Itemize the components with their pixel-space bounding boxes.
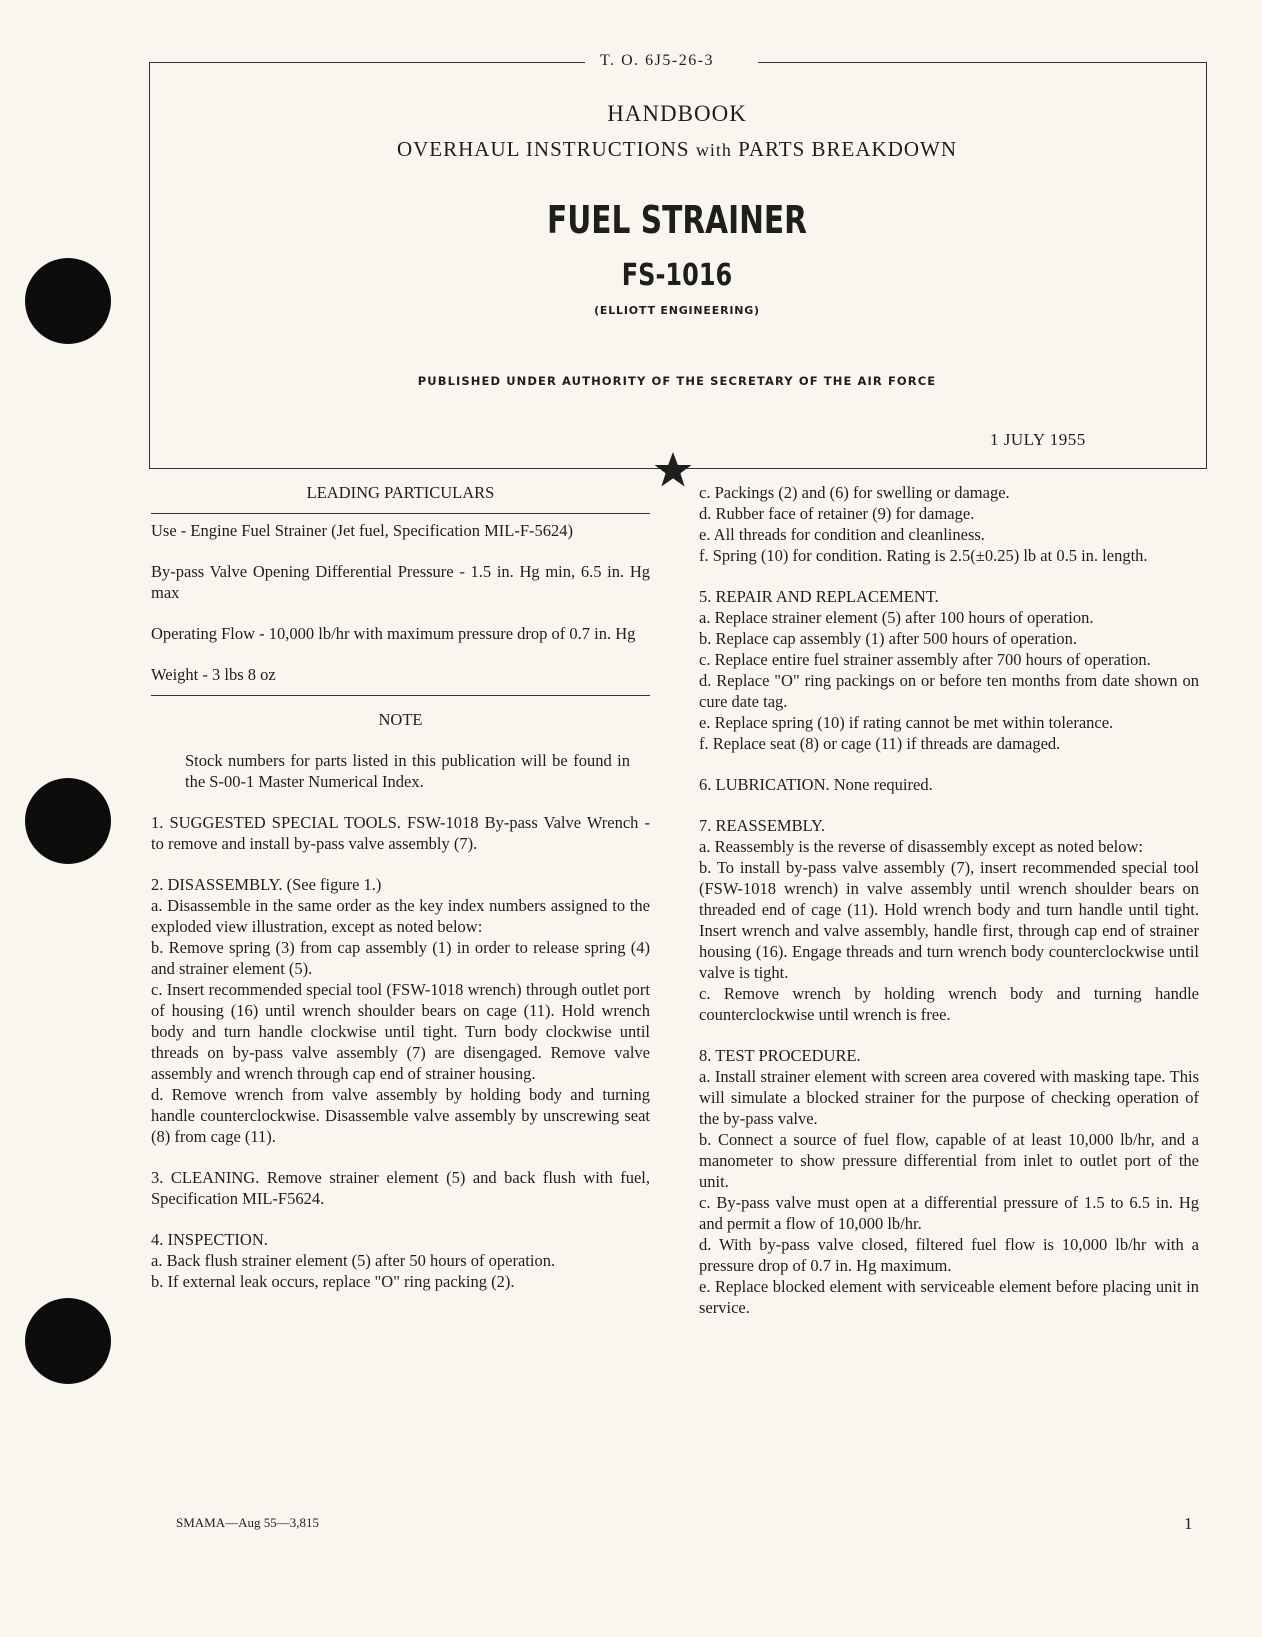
section-5-heading: 5. REPAIR AND REPLACEMENT. <box>699 587 939 606</box>
section-5-item-d: d. Replace "O" ring packings on or before ten months from date shown on cure date tag. <box>699 671 1199 711</box>
title-box-top-right-rule <box>758 62 1206 63</box>
section-4-item-e: e. All threads for condition and cleanliness. <box>699 525 985 544</box>
particular-weight: Weight - 3 lbs 8 oz <box>151 665 276 684</box>
divider <box>151 695 650 696</box>
section-5-item-b: b. Replace cap assembly (1) after 500 hours of operation. <box>699 629 1077 648</box>
document-subtitle: OVERHAUL INSTRUCTIONS with PARTS BREAKDOWN <box>396 137 958 161</box>
section-5-item-a: a. Replace strainer element (5) after 100 hours of operation. <box>699 608 1094 627</box>
binder-hole-middle <box>25 778 111 864</box>
section-8-item-c: c. By-pass valve must open at a differential pressure of 1.5 to 6.5 in. Hg and permit a flow of 10,000 lb/hr. <box>699 1193 1199 1233</box>
particular-operating-flow: Operating Flow - 10,000 lb/hr with maximum pressure drop of 0.7 in. Hg <box>151 624 636 643</box>
section-1-special-tools: 1. SUGGESTED SPECIAL TOOLS. FSW-1018 By-pass Valve Wrench - to remove and install by-pass valve assembly (7). <box>151 813 651 853</box>
particular-bypass-pressure: By-pass Valve Opening Differential Pressure - 1.5 in. Hg min, 6.5 in. Hg max <box>151 562 650 602</box>
product-title: FUEL STRAINER <box>546 198 808 242</box>
section-8-item-a: a. Install strainer element with screen area covered with masking tape. This will simulate a blocked strainer for the purpose of checking operation of the by-pass valve. <box>699 1067 1199 1128</box>
section-4-item-f: f. Spring (10) for condition. Rating is 2.5(±0.25) lb at 0.5 in. length. <box>699 546 1148 565</box>
binder-hole-bottom <box>25 1298 111 1384</box>
section-7-item-b: b. To install by-pass valve assembly (7), insert recommended special tool (FSW-1018 wrench) in valve assembly until wrench shoulder bears on threaded end of cage (11). Hold wrench body and turn handle until tight. Insert wrench and valve assembly, handle first, through cap end of strainer housing (16). Engage threads and turn wrench body counterclockwise until valve is tight. <box>699 858 1199 982</box>
section-4-item-b: b. If external leak occurs, replace "O" ring packing (2). <box>151 1272 515 1291</box>
right-column <box>699 482 1199 1318</box>
binder-hole-top <box>25 258 111 344</box>
particular-use: Use - Engine Fuel Strainer (Jet fuel, Specification MIL-F-5624) <box>151 521 574 540</box>
section-4-item-d: d. Rubber face of retainer (9) for damage. <box>699 504 975 523</box>
technical-order-number: T. O. 6J5-26-3 <box>600 52 715 69</box>
print-code: SMAMA—Aug 55—3,815 <box>176 1515 320 1530</box>
section-2-heading: 2. DISASSEMBLY. (See figure 1.) <box>151 875 382 894</box>
star-icon <box>653 450 693 490</box>
section-8-item-b: b. Connect a source of fuel flow, capable of at least 10,000 lb/hr, and a manometer to show pressure differential from inlet to outlet port of the unit. <box>699 1130 1199 1191</box>
section-6-lubrication: 6. LUBRICATION. None required. <box>699 775 933 794</box>
section-2-item-a: a. Disassemble in the same order as the key index numbers assigned to the exploded view illustration, except as noted below: <box>151 896 650 936</box>
section-8-item-d: d. With by-pass valve closed, filtered fuel flow is 10,000 lb/hr with a pressure drop of 0.7 in. Hg maximum. <box>699 1235 1199 1275</box>
section-7-item-c: c. Remove wrench by holding wrench body and turning handle counterclockwise until wrench is free. <box>699 984 1199 1024</box>
publication-date: 1 JULY 1955 <box>990 430 1086 449</box>
section-4-item-a: a. Back flush strainer element (5) after 50 hours of operation. <box>151 1251 556 1270</box>
model-number: FS-1016 <box>621 258 733 293</box>
section-2-item-c: c. Insert recommended special tool (FSW-1018 wrench) through outlet port of housing (16) until wrench shoulder bears on cage (11). Hold wrench body and turn handle clockwise until tight. Turn body clockwise until threads on by-pass valve assembly (7) are disengaged. Remove valve assembly and wrench through cap end of strainer housing. <box>151 980 650 1083</box>
note-title: NOTE <box>378 710 423 729</box>
section-5-item-e: e. Replace spring (10) if rating cannot be met within tolerance. <box>699 713 1114 732</box>
leading-particulars-title: LEADING PARTICULARS <box>306 483 495 502</box>
title-box-top-left-rule <box>149 62 585 63</box>
section-5-item-f: f. Replace seat (8) or cage (11) if threads are damaged. <box>699 734 1061 753</box>
section-8-heading: 8. TEST PROCEDURE. <box>699 1046 861 1065</box>
section-3-cleaning: 3. CLEANING. Remove strainer element (5) and back flush with fuel, Specification MIL-F5624. <box>151 1168 650 1208</box>
section-7-item-a: a. Reassembly is the reverse of disassembly except as noted below: <box>699 837 1144 856</box>
page-number: 1 <box>1184 1514 1193 1533</box>
section-5-item-c: c. Replace entire fuel strainer assembly after 700 hours of operation. <box>699 650 1151 669</box>
section-7-heading: 7. REASSEMBLY. <box>699 816 825 835</box>
note-text: Stock numbers for parts listed in this publication will be found in the S-00-1 Master Numerical Index. <box>185 751 630 791</box>
section-8-item-e: e. Replace blocked element with serviceable element before placing unit in service. <box>699 1277 1199 1317</box>
divider <box>151 513 650 514</box>
section-2-item-b: b. Remove spring (3) from cap assembly (1) in order to release spring (4) and strainer element (5). <box>151 938 650 978</box>
handbook-label: HANDBOOK <box>607 101 747 126</box>
section-2-item-d: d. Remove wrench from valve assembly by holding body and turning handle counterclockwise. Disassemble valve assembly by unscrewing seat (8) from cage (11). <box>151 1085 650 1146</box>
authority-line: PUBLISHED UNDER AUTHORITY OF THE SECRETARY OF THE AIR FORCE <box>417 374 937 388</box>
manufacturer: (ELLIOTT ENGINEERING) <box>594 304 760 317</box>
section-4-item-c: c. Packings (2) and (6) for swelling or damage. <box>699 483 1010 502</box>
section-4-heading: 4. INSPECTION. <box>151 1230 268 1249</box>
left-column <box>151 482 650 1292</box>
